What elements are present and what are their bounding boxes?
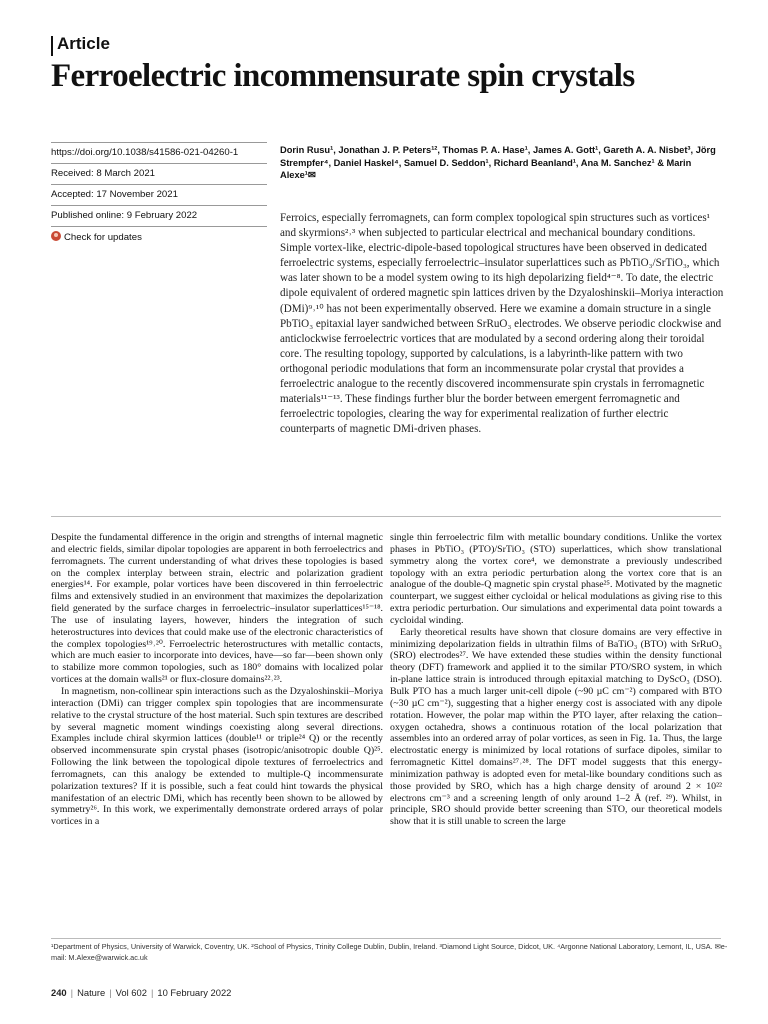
check-updates-label: Check for updates <box>64 232 142 243</box>
footer-separator: | <box>109 987 112 998</box>
journal-name: Nature <box>77 987 106 998</box>
issue-date: 10 February 2022 <box>157 987 232 998</box>
abstract: Ferroics, especially ferromagnets, can form complex topological spin structures such as vortices¹ and skyrmions²˒³ when subjected to particular electrical and mechanical boundary conditions. Simple vortex-like, electric-dipole-based topological structures have been observed in dedicated ferroelectric systems, especially ferroelectric–insulator superlattices such as PbTiO₃/SrTiO₃, which was later shown to be a model system owing to its high depolarizing field⁴⁻⁸. To date, the electric dipole equivalent of ordered magnetic spin lattices driven by the Dzyaloshinskii–Moriya interaction (DMi)⁹˒¹⁰ has not been experimentally observed. Here we examine a domain structure in a single PbTiO₃ epitaxial layer sandwiched between SrRuO₃ electrodes. We observe periodic clockwise and anticlockwise ferroelectric vortices that are modulated by a second ordering along their toroidal core. The resulting topology, supported by calculations, is a labyrinth-like pattern with two orthogonal periodic modulations that form an incommensurate polar crystal that provides a ferroelectric analogue to the recently discovered incommensurate spin crystals in ferromagnetic materials¹¹⁻¹³. These findings further blur the border between emergent ferromagnetic and ferroelectric topologies, clearing the way for experimental realization of further electric counterparts of magnetic DMi-driven phases. <box>280 212 724 436</box>
article-type-label: Article <box>57 34 110 53</box>
page-number: 240 <box>51 987 67 998</box>
footnote-divider <box>51 938 721 939</box>
body-column-left <box>51 532 383 828</box>
article-type-bar <box>51 36 53 56</box>
journal-volume: Vol 602 <box>115 987 147 998</box>
body-paragraph: single thin ferroelectric film with metallic boundary conditions. Unlike the vortex phases in PbTiO₃ (PTO)/SrTiO₃ (STO) superlattices, which show translational symmetry along the vortex core⁴, we demonstrate a previously undescribed topology with an extra periodic perturbation along the vortex core that is an analogue of the double-Q magnetic spin crystal phase²⁵. Motivated by the magnetic counterpart, we suggest either cycloidal or helical modulations as giving rise to this extra periodic perturbation. Our simulations and experimental data point towards a cycloidal winding. <box>390 532 722 626</box>
body-paragraph: Early theoretical results have shown that closure domains are very effective in minimizing depolarization fields in ultrathin films of BaTiO₃ (BTO) with SrRuO₃ (SRO) electrodes²⁷. We have extended these studies within the density functional theory (DFT) framework and applied it to the similar PTO/SRO system, in which in-plane lattice strain is introduced through epitaxial matching to DyScO₃ (DSO). Bulk PTO has a much larger unit-cell dipole (~90 µC cm⁻²) compared with BTO (~30 µC cm⁻²), suggesting that a higher energy cost is associated with any dipole rotation. However, the polar map within the PTO layer, after relaxing the cation–oxygen octahedra, shows a continuous rotation of the local polarization that assembles into an ordered array of polar vortices, as seen in Fig. 1a. Thus, the large electrostatic energy is minimized by local rotations of surface dipoles, similar to ferromagnetic Kittel domains²⁷˒²⁸. The DFT model suggests that this energy-minimization pathway is adopted even for metal-like boundary conditions such as those provided by SRO, which has a high charge density of around 2 × 10²² electrons cm⁻³ and a screening length of only around 1–2 Å (ref. ²⁹). Whilst, in principle, SRO should provide better screening than STO, our theoretical models show that it is still unable to screen the large <box>390 626 722 828</box>
article-title: Ferroelectric incommensurate spin crystals <box>51 58 635 94</box>
accepted-date: Accepted: 17 November 2021 <box>51 185 267 206</box>
article-metadata <box>51 142 267 247</box>
doi-link[interactable]: https://doi.org/10.1038/s41586-021-04260-1 <box>51 142 267 164</box>
check-updates-icon <box>51 231 61 241</box>
footer-separator: | <box>150 987 154 998</box>
check-updates-link[interactable] <box>51 227 267 247</box>
body-paragraph: In magnetism, non-collinear spin interactions such as the Dzyaloshinskii–Moriya interaction (DMi) can trigger complex spin topologies that are incommensurate relative to the crystal structure of the host material. Such spin textures are described by several magnetic moment windings coexisting along several directions. Examples include chiral skyrmion lattices (double¹¹ or triple²⁴ Q) or the recently observed incommensurate spin crystal phases (isotropic/anisotropic double Q)²⁵. Following the link between the topological dipole textures of ferroelectrics and ferromagnets, can this analogy be extended to multiple-Q incommensurate polarization textures? If it is possible, such a feat could hint towards the physical manifestation of an electric DMi, which has recently been shown to be allowed by symmetry²⁶. In this work, we experimentally demonstrate ordered arrays of polar vortices in a <box>51 685 383 828</box>
section-divider <box>51 516 721 517</box>
affiliations-footnote: ¹Department of Physics, University of Warwick, Coventry, UK. ²School of Physics, Trinity College Dublin, Dublin, Ireland. ³Diamond Light Source, Didcot, UK. ⁴Argonne National Laboratory, Lemont, IL, USA. ✉e-mail: M.Alexe@warwick.ac.uk <box>51 942 728 962</box>
published-date: Published online: 9 February 2022 <box>51 206 267 227</box>
author-list: Dorin Rusu¹, Jonathan J. P. Peters¹², Thomas P. A. Hase¹, James A. Gott¹, Gareth A. A. Nisbet³, Jörg Strempfer⁴, Daniel Haskel⁴, Samuel D. Seddon¹, Richard Beanland¹, Ana M. Sanchez¹ & Marin Alexe¹✉ <box>280 145 716 180</box>
body-paragraph: Despite the fundamental difference in the origin and strengths of internal magnetic and electric fields, similar dipolar topologies are apparent in both ferroelectrics and ferromagnets. The current understanding of what drives these topologies is based on the complex interplay between strain, electric and polarization gradient energies¹⁴. For example, polar vortices have been discovered in thin ferroelectric films and extensively studied in an environment that maximizes the depolarization field generated by the surface charges in ferroelectric–insulator superlattices¹⁵⁻¹⁸. The use of insulating layers, however, hinders the integration of such heterostructures into devices that could make use of the electronic characteristics of the complex topologies¹⁹˒²⁰. Ferroelectric heterostructures with metallic contacts, which are much easier to incorporate into devices, have—so far—been shown only to stabilize more common topologies, such as 180° domains with localized polar vortices at the domain walls²¹ or flux-closure domains²²˒²³. <box>51 532 383 686</box>
body-column-right <box>390 532 722 828</box>
received-date: Received: 8 March 2021 <box>51 164 267 185</box>
footer-separator: | <box>70 987 74 998</box>
page-footer <box>51 987 231 998</box>
